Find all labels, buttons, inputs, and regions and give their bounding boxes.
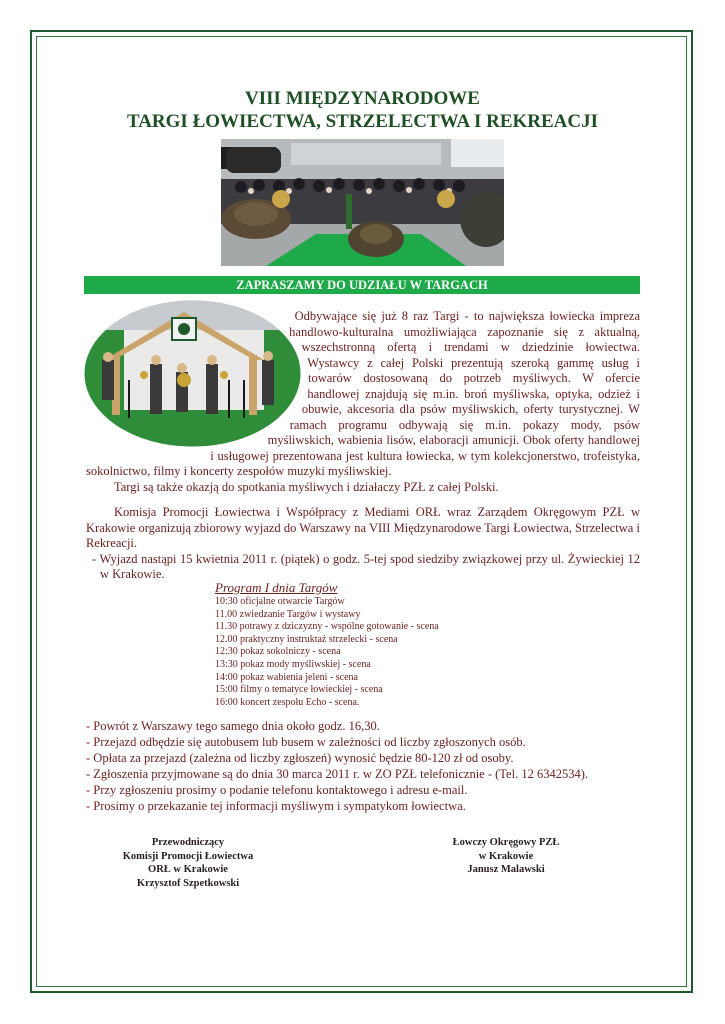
note-item: - Zgłoszenia przyjmowane są do dnia 30 marca 2011 r. w ZO PZŁ telefonicznie - (Tel. 12 6342534). xyxy=(86,767,588,781)
notes-list xyxy=(86,718,646,814)
signature-line: Krzysztof Szpetkowski xyxy=(136,877,240,889)
program-item: 10:30 oficjalne otwarcie Targów xyxy=(215,596,345,607)
program-list xyxy=(215,596,439,709)
text-wrap-spacer xyxy=(86,309,308,449)
signature-line: w Krakowie xyxy=(478,850,534,862)
note-item: - Przy zgłoszeniu prosimy o podanie telefonu kontaktowego i adresu e-mail. xyxy=(86,783,468,797)
intro-paragraph: Odbywające się już 8 raz Targi - to największa łowiecka impreza handlowo-kulturalna umożliwiająca zapoznanie się z aktualną, wszechstronną ofertą i trendami w dziedzinie łowiectwa. Wystawcy z całej Polski prezentują szeroką gammę usług i towarów dostosowaną do potrzeb myśliwych. W ofercie handlowej znajdują się m.in. broń myśliwska, optyka, odzież i obuwie, akcesoria dla psów myśliwskich, oferty turystycznej. W ramach programu odbywają się m.in. pokazy mody, psów myśliwskich, wabienia lisów, elaboracji amunicji. Obok oferty handlowej i usługowej prezentowana jest kultura łowiecka, w tym kolekcjonerstwo, trofeistyka, sokolnictwo, filmy i koncerty zespołów muzyki myśliwskiej. xyxy=(86,309,640,478)
signature-line: Łowczy Okręgowy PZŁ xyxy=(452,837,560,848)
note-item: - Prosimy o przekazanie tej informacji myśliwym i sympatykom łowiectwa. xyxy=(86,799,466,813)
signature-line: Janusz Malawski xyxy=(467,864,545,875)
invitation-text xyxy=(86,505,640,583)
signature-line: Komisji Promocji Łowiectwa xyxy=(122,850,254,862)
program-item: 11.30 potrawy z dziczyzny - wspólne gotowanie - scena xyxy=(215,621,439,633)
signature-line: ORŁ w Krakowie xyxy=(148,864,228,875)
program-item: 12:30 pokaz sokolniczy - scena xyxy=(215,646,341,658)
program-item: 11.00 zwiedzanie Targów i wystawy xyxy=(215,608,361,620)
intro-closing-paragraph: Targi są także okazją do spotkania myśliwych i działaczy PZŁ z całej Polski. xyxy=(114,479,499,494)
program-item: 15:00 filmy o tematyce łowieckiej - scena xyxy=(215,684,383,696)
intro-text xyxy=(86,309,640,495)
note-item: - Opłata za przejazd (zależna od liczby zgłoszeń) wynosić będzie 80-120 zł od osoby. xyxy=(86,751,514,765)
page-title-line2: TARGI ŁOWIECTWA, STRZELECTWA I REKREACJI xyxy=(126,111,599,132)
invitation-banner: ZAPRASZAMY DO UDZIAŁU W TARGACH xyxy=(84,276,640,294)
signature-line: Przewodniczący xyxy=(151,837,225,848)
note-item: - Powrót z Warszawy tego samego dnia około godz. 16,30. xyxy=(86,719,380,733)
program-item: 12.00 praktyczny instruktaż strzelecki - scena xyxy=(215,633,398,645)
note-item: - Przejazd odbędzie się autobusem lub busem w zależności od liczby zgłoszonych osób. xyxy=(86,735,526,749)
program-item: 13:30 pokaz mody myśliwskiej - scena xyxy=(215,658,371,670)
program-title: Program I dnia Targów xyxy=(215,580,338,595)
page-title-line1: VIII MIĘDZYNARODOWE xyxy=(245,88,480,109)
signature-right xyxy=(416,836,596,877)
departure-paragraph: - Wyjazd nastąpi 15 kwietnia 2011 r. (piątek) o godz. 5-tej spod siedziby związkowej przy ul. Żywieckiej 12 w Krakowie. xyxy=(92,551,640,581)
program-item: 14:00 pokaz wabienia jeleni - scena xyxy=(215,671,358,683)
fair-crowd-photo xyxy=(221,139,504,266)
program-item: 16:00 koncert zespołu Echo - scena. xyxy=(215,696,360,708)
signature-left xyxy=(98,836,278,890)
organizer-paragraph: Komisja Promocji Łowiectwa i Współpracy z Mediami ORŁ wraz Zarządem Okręgowym PZŁ w Krakowie organizują zbiorowy wyjazd do Warszawy na VIII Międzynarodowe Targi Łowiectwa, Strzelectwa i Rekreacji. xyxy=(86,505,640,550)
